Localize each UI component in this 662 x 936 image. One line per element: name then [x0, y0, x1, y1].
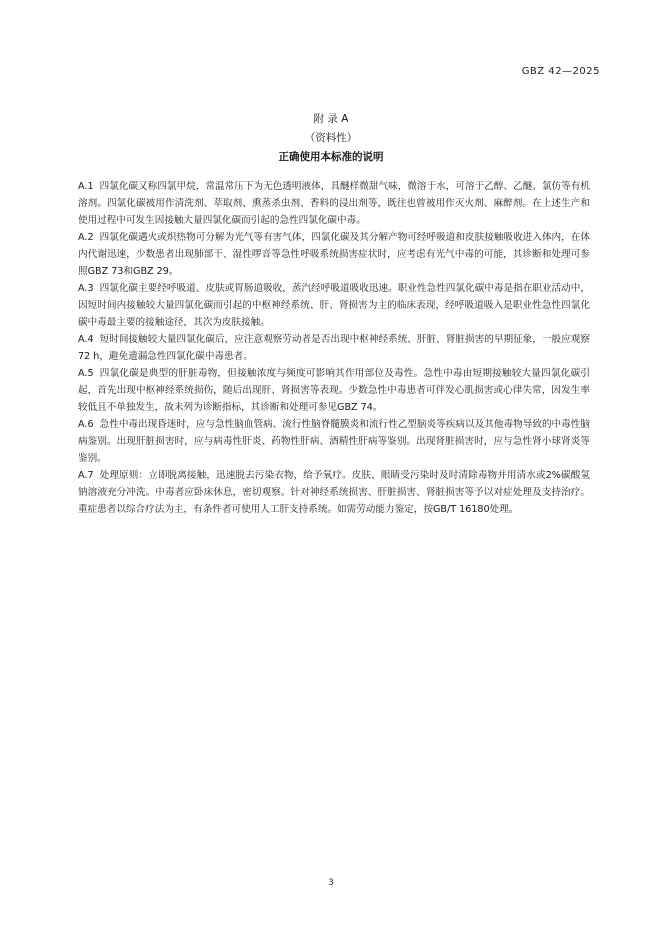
paragraph-a4 [78, 331, 590, 365]
page-number: 3 [328, 878, 334, 888]
paragraph-a3 [78, 280, 590, 331]
paragraph-number: A.5 [78, 368, 94, 379]
paragraph-number: A.1 [78, 181, 94, 192]
standard-code: GBZ 42—2025 [521, 66, 600, 77]
paragraph-a2 [78, 229, 590, 280]
paragraph-text: 四氯化碳又称四氯甲烷，常温常压下为无色透明液体，具醚样微甜气味，微溶于水，可溶于乙醇、乙醚、氯仿等有机溶剂。四氯化碳被用作清洗剂、萃取剂、熏蒸杀虫剂、香料的浸出剂等，既往也曾被用作灭火剂、麻醉剂。在上述生产和使用过程中可发生因接触大量四氯化碳而引起的急性四氯化碳中毒。 [78, 181, 590, 226]
paragraph-text: 处理原则：立即脱离接触，迅速脱去污染衣物，给予氧疗。皮肤、眼睛受污染时及时清除毒物并用清水或2%碳酸氢钠溶液充分冲洗。中毒者应卧床休息，密切观察。针对神经系统损害、肝脏损害、肾脏损害等予以对症处理及支持治疗。重症患者以综合疗法为主，有条件者可使用人工肝支持系统。如需劳动能力鉴定，按GB/T 16180处理。 [78, 470, 590, 515]
paragraph-number: A.4 [78, 334, 94, 345]
paragraph-text: 短时间接触较大量四氯化碳后，应注意观察劳动者是否出现中枢神经系统、肝脏、肾脏损害的早期征象，一般应观察72 h，避免遗漏急性四氯化碳中毒患者。 [78, 334, 590, 362]
paragraph-text: 急性中毒出现昏迷时，应与急性脑血管病、流行性脑脊髓膜炎和流行性乙型脑炎等疾病以及其他毒物导致的中毒性脑病鉴别。出现肝脏损害时，应与病毒性肝炎、药物性肝病、酒精性肝病等鉴别。出现肾脏损害时，应与急性肾小球肾炎等鉴别。 [78, 419, 590, 464]
paragraph-number: A.3 [78, 283, 94, 294]
paragraph-a7 [78, 467, 590, 518]
paragraph-number: A.7 [78, 470, 94, 481]
paragraph-text: 四氯化碳是典型的肝脏毒物，但接触浓度与频度可影响其作用部位及毒性。急性中毒由短期接触较大量四氯化碳引起，首先出现中枢神经系统损伤，随后出现肝、肾损害等表现。少数急性中毒患者可伴发心肌损害或心律失常，因发生率较低且不单独发生，故未列为诊断指标，其诊断和处理可参见GBZ 74。 [78, 368, 590, 413]
paragraph-text: 四氯化碳遇火或炽热物可分解为光气等有害气体，四氯化碳及其分解产物可经呼吸道和皮肤接触吸收进入体内，在体内代谢迅速，少数患者出现肺部干、湿性啰音等急性呼吸系统损害症状时，应考虑有光气中毒的可能，其诊断和处理可参照GBZ 73和GBZ 29。 [78, 232, 590, 277]
appendix-label: 附 录 A [313, 113, 349, 125]
appendix-heading [0, 110, 662, 167]
paragraph-text: 四氯化碳主要经呼吸道、皮肤或胃肠道吸收，蒸汽经呼吸道吸收迅速。职业性急性四氯化碳中毒是指在职业活动中，因短时间内接触较大量四氯化碳而引起的中枢神经系统、肝、肾损害为主的临床表现，经呼吸道吸入是职业性急性四氯化碳中毒最主要的接触途径，其次为皮肤接触。 [78, 283, 590, 328]
appendix-title: 正确使用本标准的说明 [278, 151, 384, 163]
paragraph-a1 [78, 178, 590, 229]
paragraph-number: A.2 [78, 232, 94, 243]
paragraph-a5 [78, 365, 590, 416]
appendix-body [78, 178, 590, 518]
paragraph-a6 [78, 416, 590, 467]
appendix-nature: （资料性） [304, 132, 358, 144]
paragraph-number: A.6 [78, 419, 94, 430]
